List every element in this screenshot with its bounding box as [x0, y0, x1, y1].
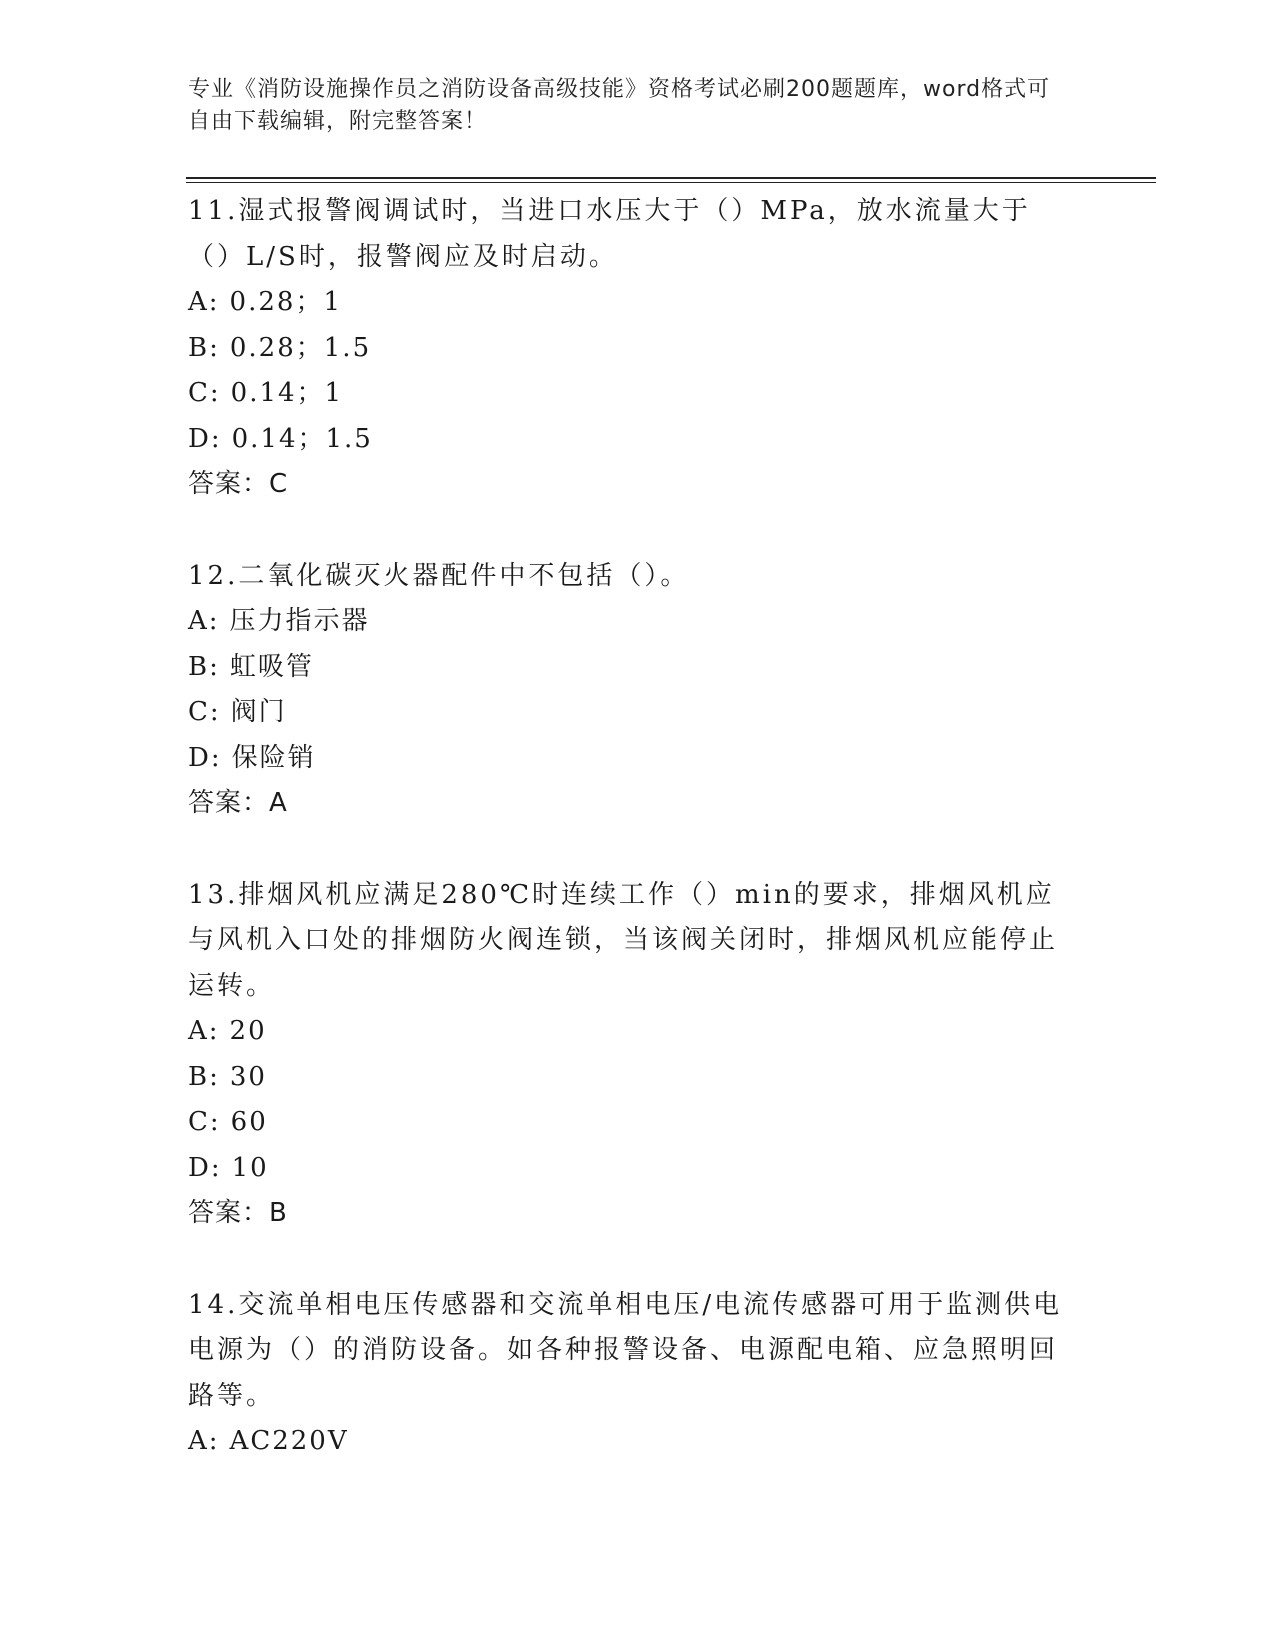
- option-d: [188, 736, 1068, 782]
- option-key: C:: [188, 697, 221, 727]
- option-key: C:: [188, 1107, 221, 1137]
- option-key: A:: [188, 1426, 220, 1456]
- option-text: 保险销: [231, 742, 316, 773]
- option-b: [188, 326, 1068, 372]
- option-a: [188, 599, 1068, 645]
- option-a: [188, 280, 1068, 326]
- option-c: [188, 690, 1068, 736]
- option-c: [188, 1100, 1068, 1146]
- answer: 答案：A: [188, 788, 288, 818]
- document-header: 专业《消防设施操作员之消防设备高级技能》资格考试必刷200题题库，word格式可自由下载编辑，附完整答案！: [188, 77, 1051, 134]
- option-key: B:: [188, 651, 220, 682]
- option-a: [188, 1009, 1068, 1055]
- option-text: 0.28；1.5: [229, 332, 372, 363]
- option-text: AC220V: [229, 1426, 349, 1456]
- option-d: [188, 1146, 1068, 1192]
- option-text: 20: [229, 1016, 267, 1046]
- question-list: [188, 189, 1068, 1511]
- question-14: [188, 1283, 1068, 1465]
- option-key: B:: [188, 1061, 220, 1092]
- option-key: A:: [188, 287, 220, 317]
- option-text: 虹吸管: [229, 651, 314, 682]
- option-key: A:: [188, 1016, 220, 1046]
- question-stem: 12.二氧化碳灭火器配件中不包括（）。: [188, 560, 690, 591]
- header-divider-thick: [186, 177, 1156, 179]
- option-text: 10: [231, 1152, 269, 1183]
- question-stem: 11.湿式报警阀调试时，当进口水压大于（）MPa，放水流量大于（）L/S时，报警阀应及时启动。: [188, 196, 1031, 272]
- question-stem: 13.排烟风机应满足280℃时连续工作（）min的要求，排烟风机应与风机入口处的排烟防火阀连锁，当该阀关闭时，排烟风机应能停止运转。: [188, 879, 1059, 1001]
- option-c: [188, 371, 1068, 417]
- option-key: D:: [188, 742, 222, 773]
- option-b: [188, 1055, 1068, 1101]
- answer: 答案：B: [188, 1198, 288, 1228]
- option-text: 0.14；1: [230, 378, 344, 408]
- option-key: D:: [188, 1152, 222, 1183]
- option-text: 压力指示器: [229, 606, 370, 636]
- option-text: 0.14；1.5: [231, 423, 373, 454]
- option-b: [188, 645, 1068, 691]
- option-text: 阀门: [230, 697, 287, 727]
- option-text: 30: [229, 1061, 267, 1092]
- question-stem: 14.交流单相电压传感器和交流单相电压/电流传感器可用于监测供电电源为（）的消防设备。如各种报警设备、电源配电箱、应急照明回路等。: [188, 1289, 1063, 1411]
- option-text: 0.28；1: [229, 287, 342, 317]
- header-divider-thin: [186, 182, 1156, 183]
- option-a: [188, 1419, 1068, 1465]
- question-13: [188, 873, 1068, 1237]
- option-text: 60: [230, 1107, 268, 1137]
- option-key: D:: [188, 423, 222, 454]
- question-11: [188, 189, 1068, 508]
- option-key: A:: [188, 606, 220, 636]
- option-key: C:: [188, 378, 221, 408]
- answer: 答案：C: [188, 469, 289, 499]
- option-key: B:: [188, 332, 220, 363]
- question-12: [188, 554, 1068, 827]
- option-d: [188, 417, 1068, 463]
